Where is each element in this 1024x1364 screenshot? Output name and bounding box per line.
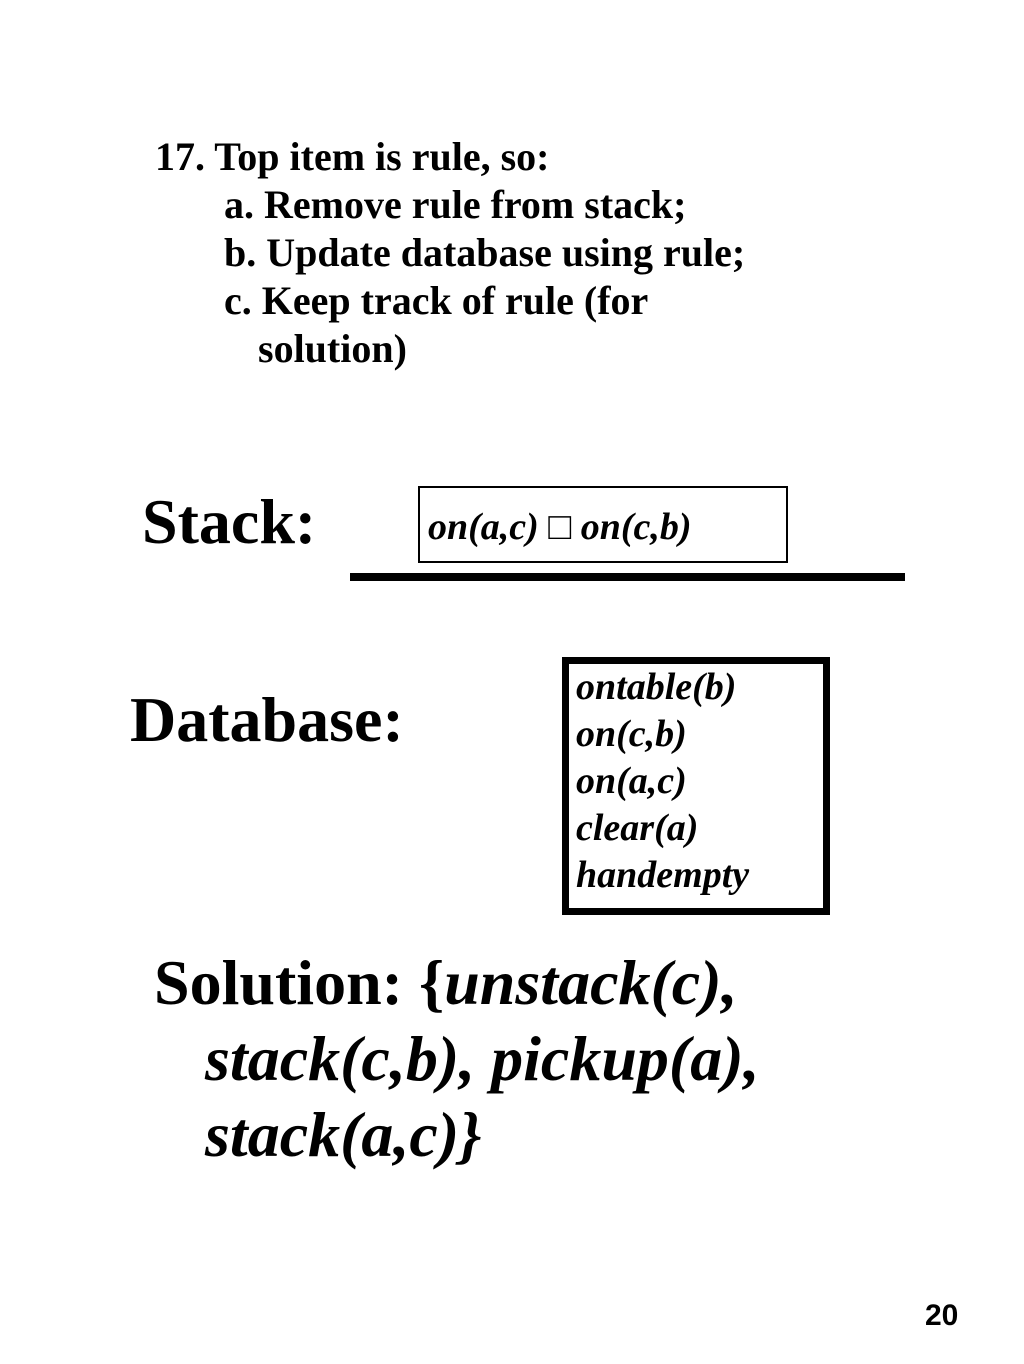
solution-open-brace: { [418, 947, 445, 1018]
step-item-c: c. Keep track of rule (for [224, 278, 649, 323]
stack-base-line [350, 573, 905, 581]
step-item-c-continuation: solution) [258, 326, 407, 371]
solution-line-3: stack(a,c)} [205, 1099, 482, 1170]
database-fact: on(a,c) [576, 760, 687, 802]
database-fact: ontable(b) [576, 666, 737, 708]
database-label: Database: [130, 684, 404, 755]
solution-step-text: unstack(c), [444, 947, 738, 1018]
step-item-a: a. Remove rule from stack; [224, 182, 687, 227]
solution-line-1 [154, 945, 738, 1021]
step-item-b: b. Update database using rule; [224, 230, 746, 275]
database-fact: handempty [576, 854, 750, 896]
solution-label: Solution: [154, 947, 403, 1018]
database-fact: on(c,b) [576, 713, 687, 755]
step-heading: 17. Top item is rule, so: [155, 134, 550, 179]
stack-label: Stack: [142, 486, 317, 557]
page-number: 20 [925, 1299, 959, 1332]
database-fact: clear(a) [576, 807, 699, 849]
stack-item: on(a,c) □ on(c,b) [428, 506, 692, 548]
solution-line-2: stack(c,b), pickup(a), [205, 1023, 760, 1094]
